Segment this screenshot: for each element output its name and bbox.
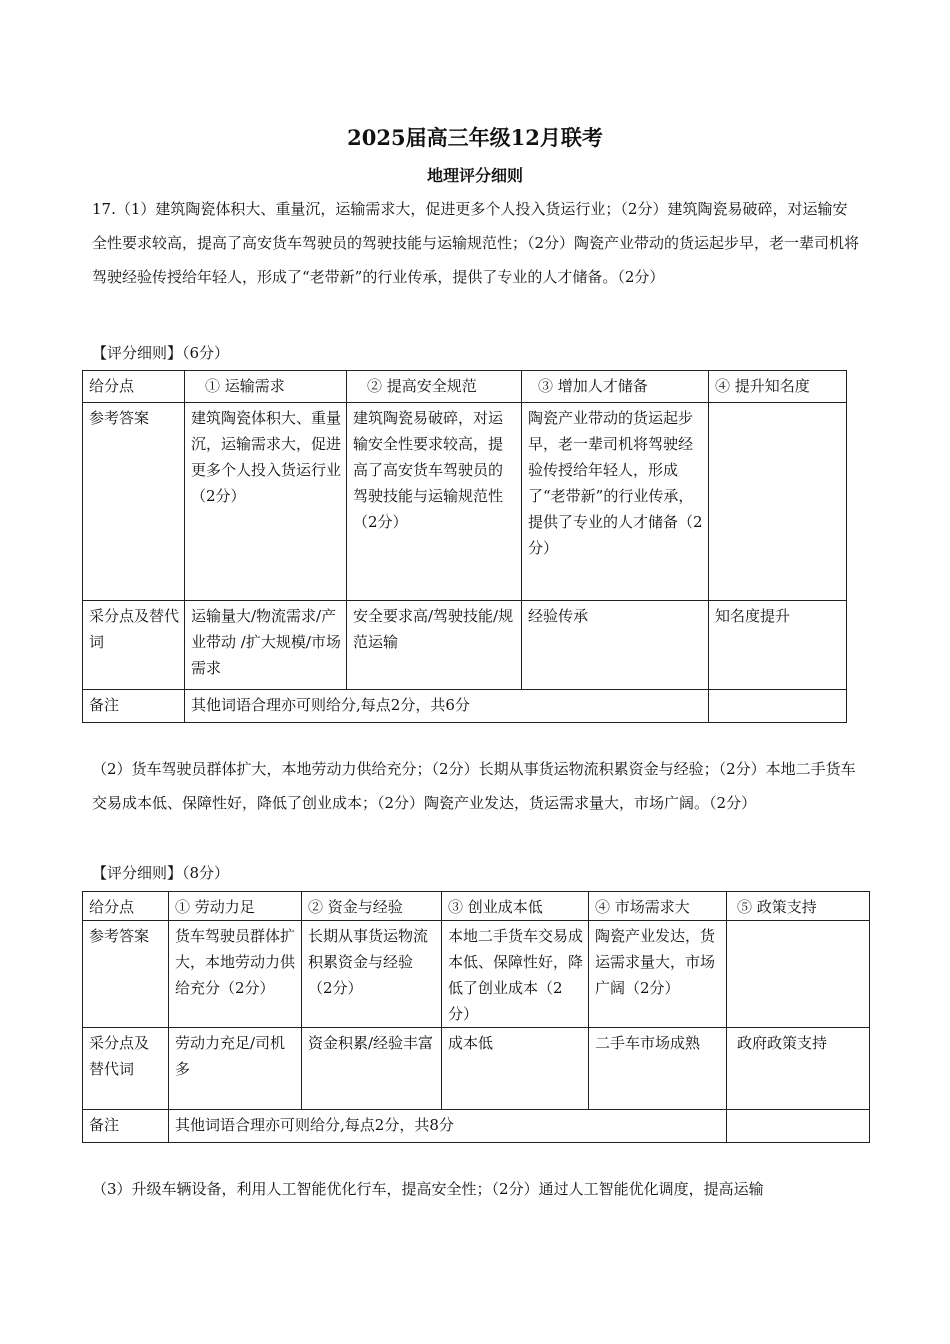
table-row: [83, 371, 847, 403]
table-cell: 备注: [83, 1110, 169, 1143]
table-cell: 成本低: [442, 1028, 589, 1110]
table-cell: ⑤ 政策支持: [727, 892, 870, 921]
table-cell: 建筑陶瓷易破碎，对运输安全性要求较高，提高了高安货车驾驶员的驾驶技能与运输规范性（2分）: [347, 403, 522, 601]
table-cell: ① 劳动力足: [169, 892, 302, 921]
table-cell: 长期从事货运物流积累资金与经验（2分）: [302, 921, 442, 1028]
table-row: [83, 403, 847, 601]
table-cell: ④ 提升知名度: [709, 371, 847, 403]
table-cell: 二手车市场成熟: [589, 1028, 727, 1110]
table-cell: 采分点及替代词: [83, 1028, 169, 1110]
table-row: [83, 1110, 870, 1143]
q17-2-rubric-table: [82, 891, 870, 1143]
table-cell: ② 提高安全规范: [347, 371, 522, 403]
table-cell: ④ 市场需求大: [589, 892, 727, 921]
table-cell: 政府政策支持: [727, 1028, 870, 1110]
table-cell: 给分点: [83, 892, 169, 921]
table-cell: [709, 403, 847, 601]
table-row: [83, 601, 847, 690]
table-cell: ① 运输需求: [185, 371, 347, 403]
q17-2-answer: （2）货车驾驶员群体扩大，本地劳动力供给充分；（2分）长期从事货运物流积累资金与经验；（2分）本地二手货车交易成本低、保障性好，降低了创业成本；（2分）陶瓷产业发达，货运需求量大，市场广阔。（2分）: [92, 760, 856, 812]
table-cell: 其他词语合理亦可则给分,每点2分，共6分: [185, 690, 709, 723]
table-cell: [709, 690, 847, 723]
table-row: [83, 921, 870, 1028]
table-cell: 资金积累/经验丰富: [302, 1028, 442, 1110]
table-cell: ③ 创业成本低: [442, 892, 589, 921]
table-row: [83, 892, 870, 921]
table-cell: ③ 增加人才储备: [522, 371, 709, 403]
table-cell: 参考答案: [83, 403, 185, 601]
table-cell: 陶瓷产业带动的货运起步早，老一辈司机将驾驶经验传授给年轻人，形成了“老带新”的行业传承，提供了专业的人才储备（2分）: [522, 403, 709, 601]
table-cell: 货车驾驶员群体扩大，本地劳动力供给充分（2分）: [169, 921, 302, 1028]
table-row: [83, 690, 847, 723]
table-cell: 知名度提升: [709, 601, 847, 690]
table-row: [83, 1028, 870, 1110]
table-cell: 本地二手货车交易成本低、保障性好，降低了创业成本（2分）: [442, 921, 589, 1028]
table-cell: 建筑陶瓷体积大、重量沉，运输需求大，促进更多个人投入货运行业（2分）: [185, 403, 347, 601]
table-cell: 采分点及替代词: [83, 601, 185, 690]
page-title: 2025届高三年级12月联考: [347, 125, 603, 150]
q17-2-rubric-label: 【评分细则】（8分）: [92, 864, 230, 882]
table-cell: 安全要求高/驾驶技能/规范运输: [347, 601, 522, 690]
table-cell: 其他词语合理亦可则给分,每点2分，共8分: [169, 1110, 727, 1143]
table-cell: 陶瓷产业发达，货运需求量大，市场广阔（2分）: [589, 921, 727, 1028]
table-cell: ② 资金与经验: [302, 892, 442, 921]
table-cell: [727, 921, 870, 1028]
table-cell: 经验传承: [522, 601, 709, 690]
q17-1-answer: 17.（1）建筑陶瓷体积大、重量沉，运输需求大，促进更多个人投入货运行业；（2分）建筑陶瓷易破碎，对运输安全性要求较高，提高了高安货车驾驶员的驾驶技能与运输规范性；（2分）陶瓷产业带动的货运起步早，老一辈司机将驾驶经验传授给年轻人，形成了“老带新”的行业传承，提供了专业的人才储备。（2分）: [92, 200, 860, 286]
table-cell: [727, 1110, 870, 1143]
table-cell: 给分点: [83, 371, 185, 403]
table-cell: 备注: [83, 690, 185, 723]
table-cell: 参考答案: [83, 921, 169, 1028]
q17-3-answer: （3）升级车辆设备，利用人工智能优化行车，提高安全性；（2分）通过人工智能优化调度，提高运输: [92, 1180, 764, 1198]
table-cell: 运输量大/物流需求/产业带动 /扩大规模/市场需求: [185, 601, 347, 690]
q17-1-rubric-table: [82, 370, 847, 723]
table-cell: 劳动力充足/司机多: [169, 1028, 302, 1110]
page-subtitle: 地理评分细则: [426, 166, 523, 185]
q17-1-rubric-label: 【评分细则】（6分）: [92, 344, 230, 362]
